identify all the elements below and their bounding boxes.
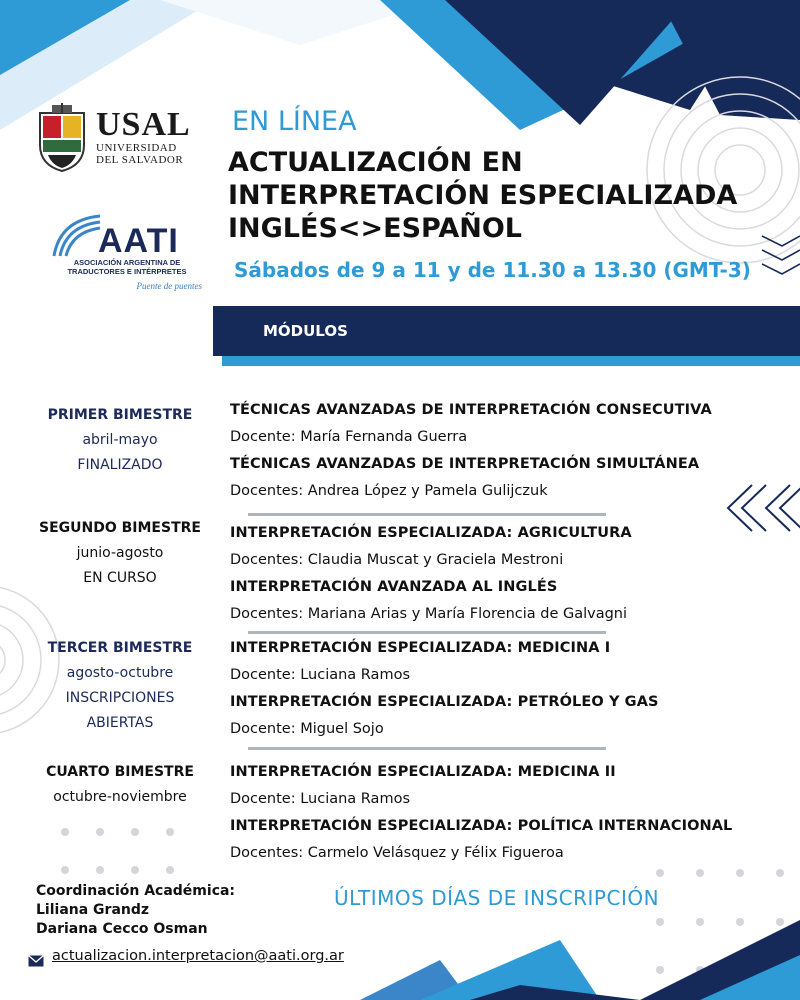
bimestre-dates: octubre-noviembre (53, 789, 187, 805)
bimestre-dates: abril-mayo (82, 432, 158, 448)
aati-line2: TRADUCTORES E INTÉRPRETES (67, 267, 187, 276)
module-teacher: Docente: Luciana Ramos (230, 667, 410, 683)
title-line-3: INGLÉS<>ESPAÑOL (228, 213, 522, 244)
module-teacher: Docente: María Fernanda Guerra (230, 429, 468, 445)
module-teacher: Docente: Luciana Ramos (230, 791, 410, 807)
envelope-icon (28, 955, 44, 967)
module-teacher: Docentes: Claudia Muscat y Graciela Mestroni (230, 552, 564, 568)
module-title: INTERPRETACIÓN AVANZADA AL INGLÉS (230, 579, 558, 595)
usal-line1: UNIVERSIDAD (96, 142, 177, 154)
title-line-1: ACTUALIZACIÓN EN (228, 147, 523, 178)
module-title: INTERPRETACIÓN ESPECIALIZADA: PETRÓLEO Y GAS (230, 694, 659, 710)
bimestre-1-modules (230, 397, 712, 505)
module-title: TÉCNICAS AVANZADAS DE INTERPRETACIÓN SIMULTÁNEA (230, 456, 700, 472)
module-title: INTERPRETACIÓN ESPECIALIZADA: MEDICINA I (230, 640, 611, 656)
module-title: TÉCNICAS AVANZADAS DE INTERPRETACIÓN CONSECUTIVA (230, 402, 712, 418)
bimestre-status: FINALIZADO (77, 457, 163, 473)
bimestre-dates: junio-agosto (76, 545, 164, 561)
usal-crest-icon (34, 103, 90, 173)
module-title: INTERPRETACIÓN ESPECIALIZADA: AGRICULTURA (230, 525, 632, 541)
separator (248, 747, 606, 750)
coordination-block (36, 882, 235, 939)
bimestre-4-label (20, 760, 220, 810)
module-title: INTERPRETACIÓN ESPECIALIZADA: MEDICINA II (230, 764, 616, 780)
module-teacher: Docentes: Carmelo Velásquez y Félix Figueroa (230, 845, 564, 861)
usal-logo (96, 108, 191, 166)
bimestre-status: ABIERTAS (86, 715, 154, 731)
contact-email-link[interactable]: actualizacion.interpretacion@aati.org.ar (52, 948, 344, 964)
coordinator-name: Dariana Cecco Osman (36, 921, 208, 937)
module-teacher: Docentes: Andrea López y Pamela Gulijczuk (230, 483, 548, 499)
bimestre-name: CUARTO BIMESTRE (46, 764, 194, 780)
bimestre-status: EN CURSO (83, 570, 157, 586)
title-line-2: INTERPRETACIÓN ESPECIALIZADA (228, 180, 738, 211)
module-teacher: Docentes: Mariana Arias y María Florencia de Galvagni (230, 606, 628, 622)
aati-subtitle (52, 258, 202, 276)
aati-line1: ASOCIACIÓN ARGENTINA DE (73, 258, 181, 267)
bimestre-name: PRIMER BIMESTRE (47, 407, 193, 423)
bimestre-status: INSCRIPCIONES (65, 690, 175, 706)
modulos-label: MÓDULOS (263, 322, 348, 340)
usal-line2: DEL SALVADOR (96, 154, 184, 166)
bimestre-2-modules (230, 520, 632, 628)
en-linea-label: EN LÍNEA (232, 106, 357, 137)
separator (248, 513, 606, 516)
bimestre-1-label (20, 403, 220, 478)
module-teacher: Docente: Miguel Sojo (230, 721, 384, 737)
bimestre-name: SEGUNDO BIMESTRE (39, 520, 201, 536)
schedule-text: Sábados de 9 a 11 y de 11.30 a 13.30 (GMT-3) (234, 258, 751, 282)
module-title: INTERPRETACIÓN ESPECIALIZADA: POLÍTICA INTERNACIONAL (230, 818, 733, 834)
coordinator-name: Liliana Grandz (36, 902, 150, 918)
bimestre-2-label (20, 516, 220, 591)
usal-name: USAL (96, 106, 191, 143)
coordination-label: Coordinación Académica: (36, 883, 236, 899)
separator (248, 631, 606, 634)
aati-name: AATI (98, 222, 179, 260)
bimestre-3-label (20, 636, 220, 736)
page-title (228, 146, 737, 245)
last-days-notice: ÚLTIMOS DÍAS DE INSCRIPCIÓN (334, 886, 660, 910)
bimestre-4-modules (230, 759, 732, 867)
aati-tagline: Puente de puentes (136, 281, 202, 291)
modulos-accent-strip (222, 356, 800, 366)
bimestre-3-modules (230, 635, 659, 743)
aati-bridge-icon (52, 212, 102, 258)
bimestre-name: TERCER BIMESTRE (47, 640, 193, 656)
bimestre-dates: agosto-octubre (66, 665, 174, 681)
